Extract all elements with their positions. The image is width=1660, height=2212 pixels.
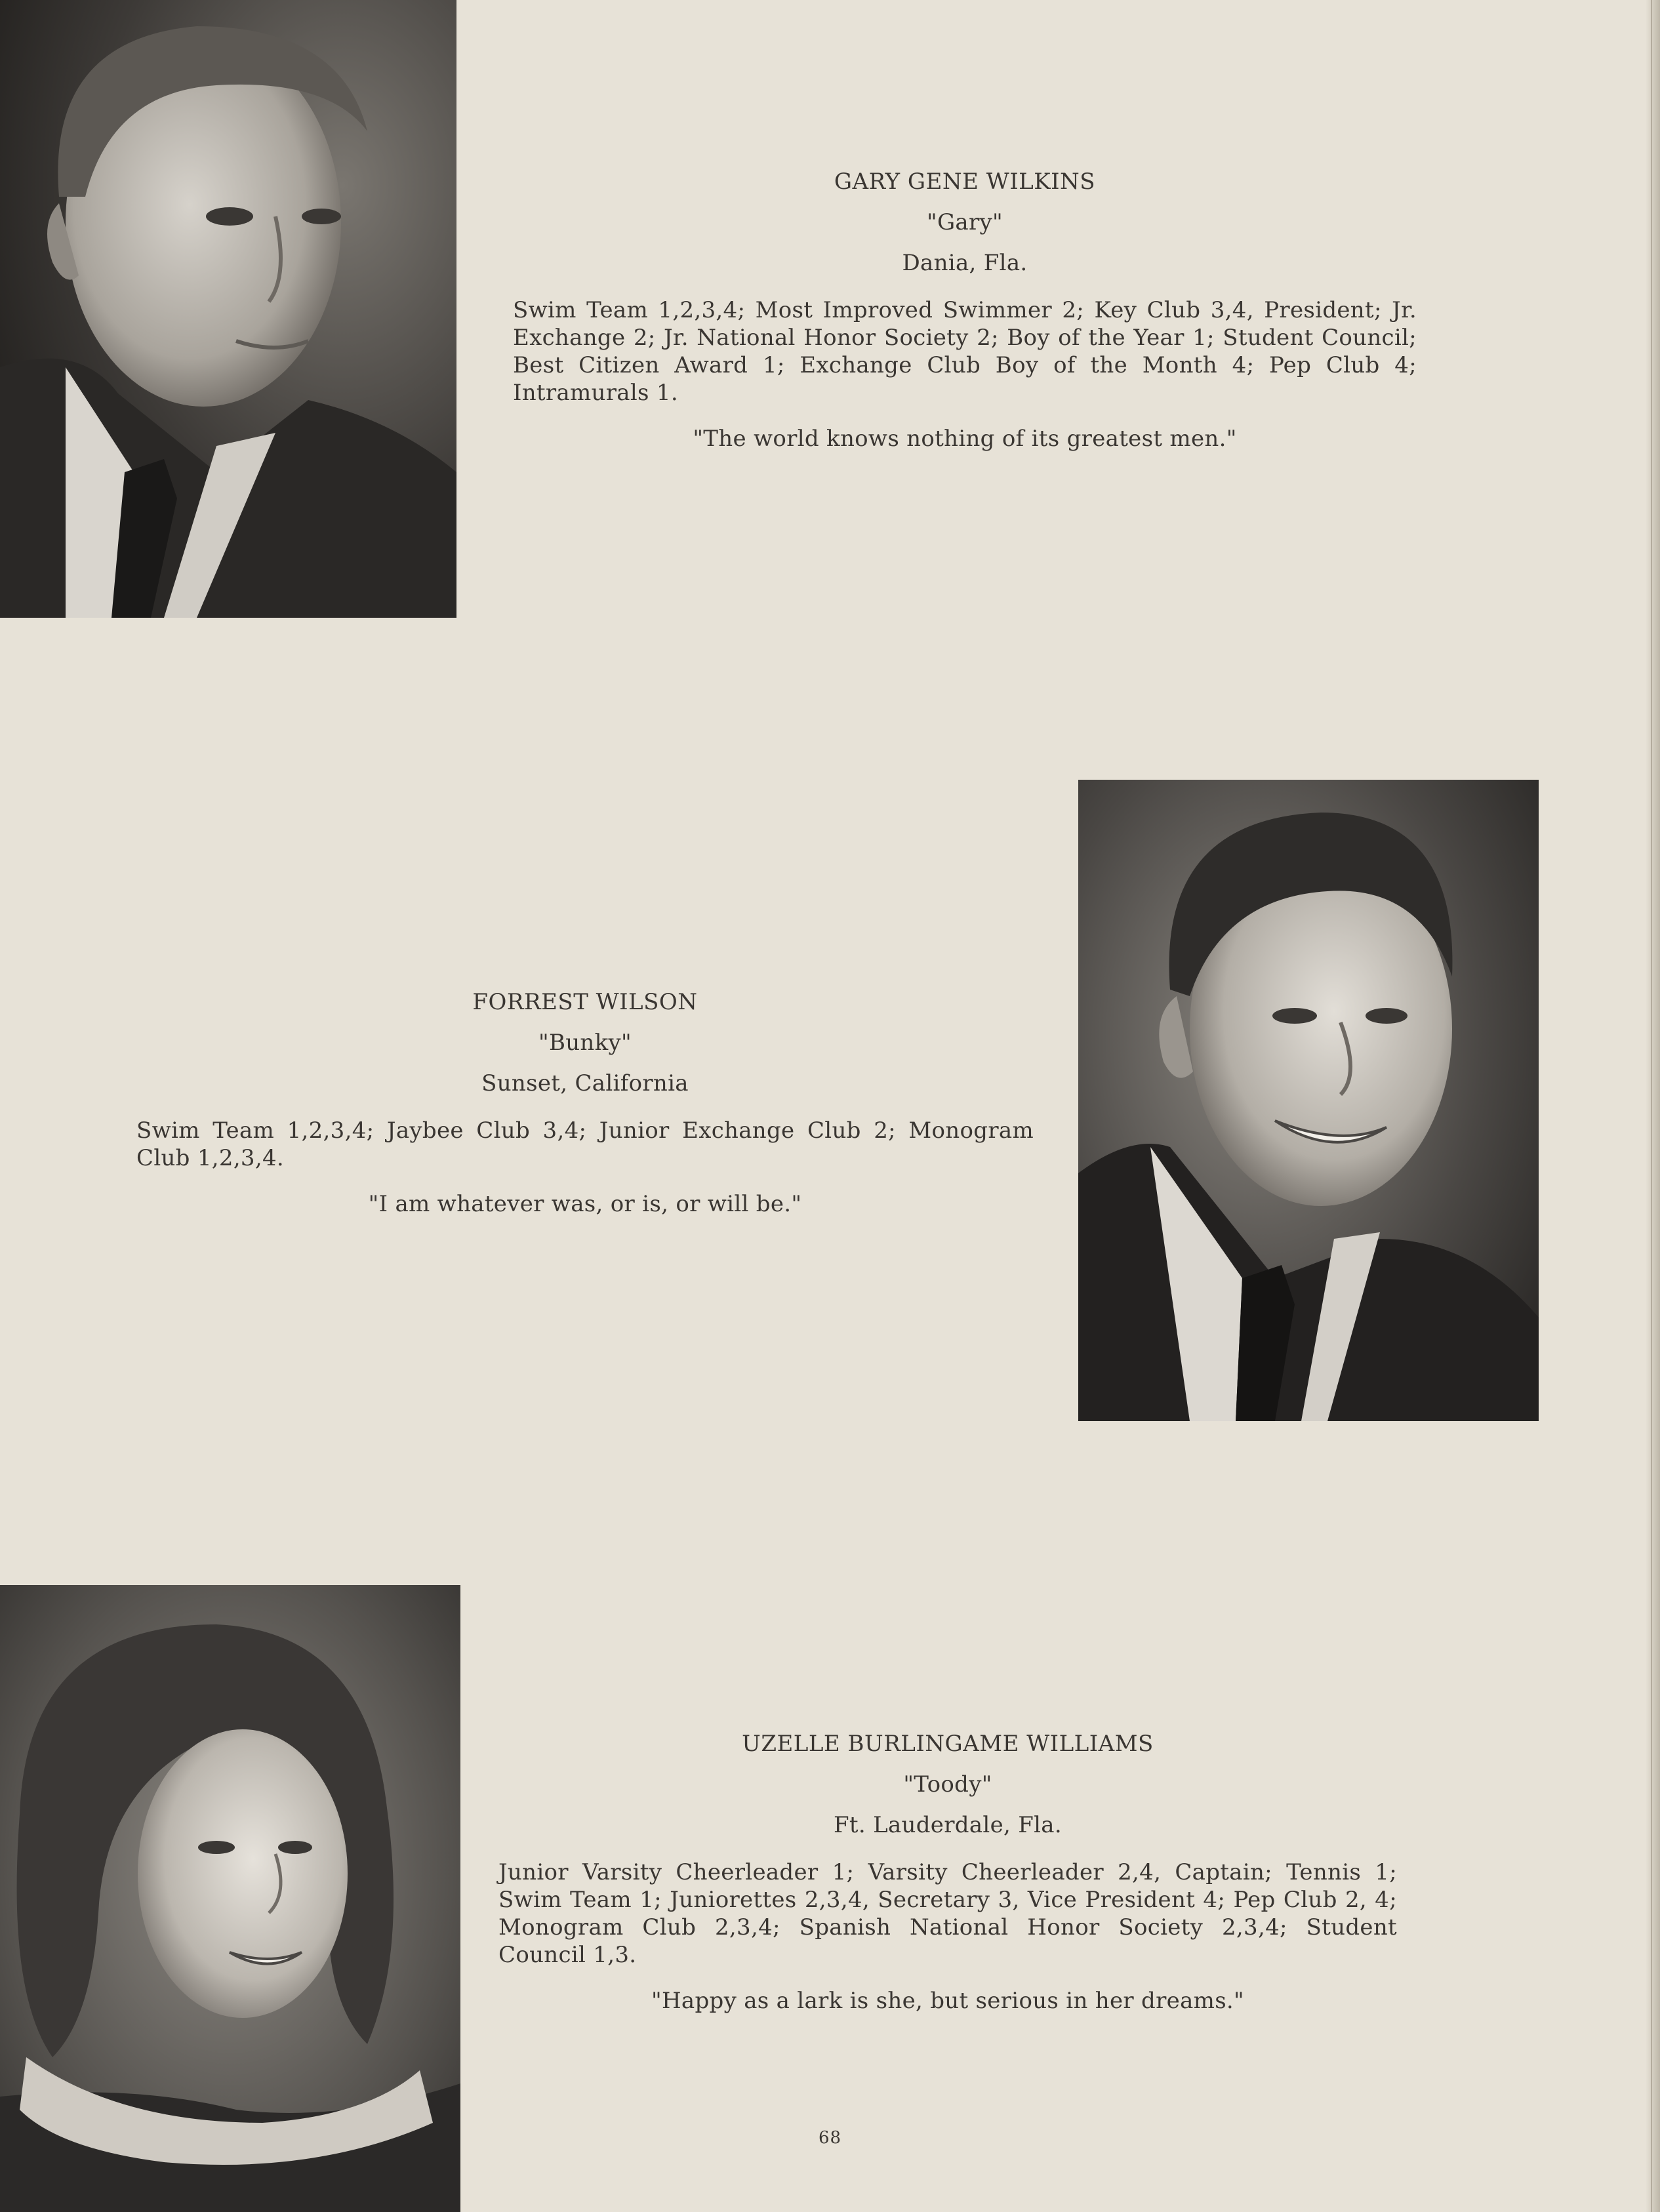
student-hometown: Sunset, California bbox=[481, 1070, 689, 1096]
portrait-photo-wilson bbox=[1078, 780, 1539, 1421]
portrait-photo-williams bbox=[0, 1585, 460, 2212]
student-hometown: Dania, Fla. bbox=[902, 250, 1028, 276]
student-nickname: "Bunky" bbox=[538, 1030, 632, 1056]
student-quote: "The world knows nothing of its greatest men." bbox=[693, 426, 1237, 452]
senior-entry-williams bbox=[498, 1730, 1397, 2015]
student-quote: "Happy as a lark is she, but serious in her dreams." bbox=[651, 1988, 1244, 2014]
student-activities: Swim Team 1,2,3,4; Jaybee Club 3,4; Junior Exchange Club 2; Monogram Club 1,2,3,4. bbox=[136, 1117, 1034, 1171]
page-binding-line bbox=[1651, 0, 1652, 2212]
student-nickname: "Gary" bbox=[927, 209, 1003, 235]
student-activities: Swim Team 1,2,3,4; Most Improved Swimmer 2; Key Club 3,4, President; Jr. Exchange 2; Jr. National Honor Society 2; Boy of the Year 1; Student Council; Best Citizen Award 1; Exchange Club Boy of the Month 4; Pep Club 4; Intramurals 1. bbox=[513, 297, 1417, 406]
student-name: FORREST WILSON bbox=[472, 989, 698, 1015]
page-edge-shadow bbox=[1646, 0, 1660, 2212]
student-nickname: "Toody" bbox=[903, 1771, 992, 1798]
student-name: GARY GENE WILKINS bbox=[834, 169, 1096, 195]
student-quote: "I am whatever was, or is, or will be." bbox=[368, 1191, 802, 1217]
senior-entry-wilkins bbox=[513, 168, 1417, 452]
senior-entry-wilson bbox=[136, 988, 1034, 1218]
portrait-photo-wilkins bbox=[0, 0, 456, 618]
page-number: 68 bbox=[818, 2128, 842, 2148]
student-hometown: Ft. Lauderdale, Fla. bbox=[834, 1812, 1062, 1838]
student-name: UZELLE BURLINGAME WILLIAMS bbox=[742, 1731, 1154, 1757]
student-activities: Junior Varsity Cheerleader 1; Varsity Cheerleader 2,4, Captain; Tennis 1; Swim Team 1; Juniorettes 2,3,4, Secretary 3, Vice President 4; Pep Club 2, 4; Monogram Club 2,3,4; Spanish National Honor Society 2,3,4; Student Council 1,3. bbox=[498, 1859, 1397, 1968]
